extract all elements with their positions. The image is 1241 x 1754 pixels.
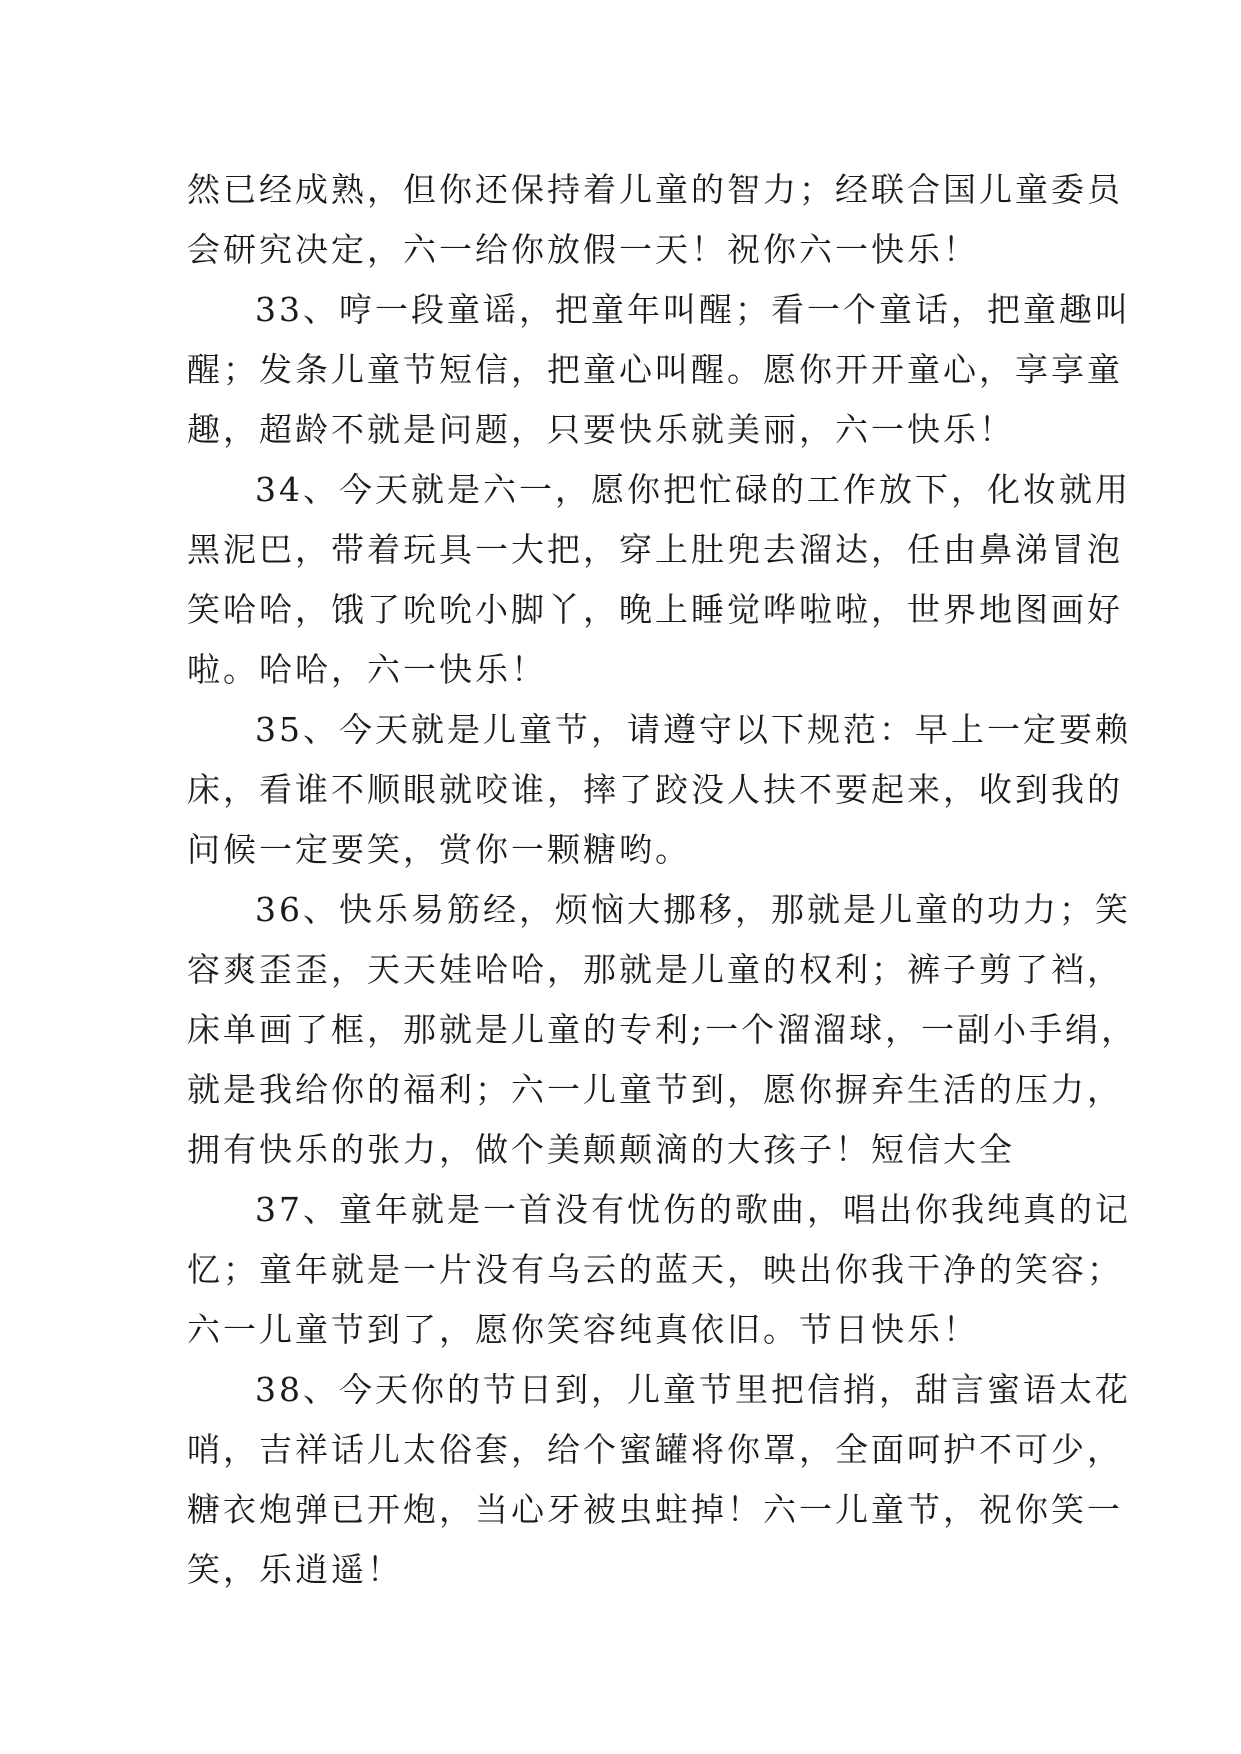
document-body	[187, 160, 1138, 1600]
text-line: 黑泥巴，带着玩具一大把，穿上肚兜去溜达，任由鼻涕冒泡	[187, 530, 1123, 569]
text-line: 忆；童年就是一片没有乌云的蓝天，映出你我干净的笑容；	[187, 1250, 1123, 1289]
paragraph-36-start: 36、快乐易筋经，烦恼大挪移，那就是儿童的功力；笑	[255, 890, 1131, 929]
paragraph-38-start: 38、今天你的节日到，儿童节里把信捎，甜言蜜语太花	[255, 1370, 1131, 1409]
paragraph-35-start: 35、今天就是儿童节，请遵守以下规范：早上一定要赖	[255, 710, 1131, 749]
text-line: 拥有快乐的张力，做个美颠颠滴的大孩子！短信大全	[187, 1130, 1015, 1169]
text-line: 六一儿童节到了，愿你笑容纯真依旧。节日快乐！	[187, 1310, 979, 1349]
text-line: 笑哈哈，饿了吮吮小脚丫，晚上睡觉哗啦啦，世界地图画好	[187, 590, 1123, 629]
text-line: 趣，超龄不就是问题，只要快乐就美丽，六一快乐！	[187, 410, 1015, 449]
paragraph-37-start: 37、童年就是一首没有忧伤的歌曲，唱出你我纯真的记	[255, 1190, 1131, 1229]
paragraph-34-start: 34、今天就是六一，愿你把忙碌的工作放下，化妆就用	[255, 470, 1131, 509]
text-line: 醒；发条儿童节短信，把童心叫醒。愿你开开童心，享享童	[187, 350, 1123, 389]
paragraph-33-start: 33、哼一段童谣，把童年叫醒；看一个童话，把童趣叫	[255, 290, 1131, 329]
text-line: 就是我给你的福利；六一儿童节到，愿你摒弃生活的压力，	[187, 1070, 1123, 1109]
text-line: 问候一定要笑，赏你一颗糖哟。	[187, 830, 691, 869]
text-line: 床，看谁不顺眼就咬谁，摔了跤没人扶不要起来，收到我的	[187, 770, 1123, 809]
text-line: 会研究决定，六一给你放假一天！祝你六一快乐！	[187, 230, 979, 269]
text-line: 床单画了框，那就是儿童的专利;一个溜溜球，一副小手绢，	[187, 1010, 1138, 1049]
text-line: 啦。哈哈，六一快乐！	[187, 650, 547, 689]
text-line: 容爽歪歪，天天娃哈哈，那就是儿童的权利；裤子剪了裆，	[187, 950, 1123, 989]
text-line: 哨，吉祥话儿太俗套，给个蜜罐将你罩，全面呵护不可少，	[187, 1430, 1123, 1469]
text-line: 笑，乐逍遥！	[187, 1550, 403, 1589]
text-line: 然已经成熟，但你还保持着儿童的智力；经联合国儿童委员	[187, 170, 1123, 209]
text-line: 糖衣炮弹已开炮，当心牙被虫蛀掉！六一儿童节，祝你笑一	[187, 1490, 1123, 1529]
